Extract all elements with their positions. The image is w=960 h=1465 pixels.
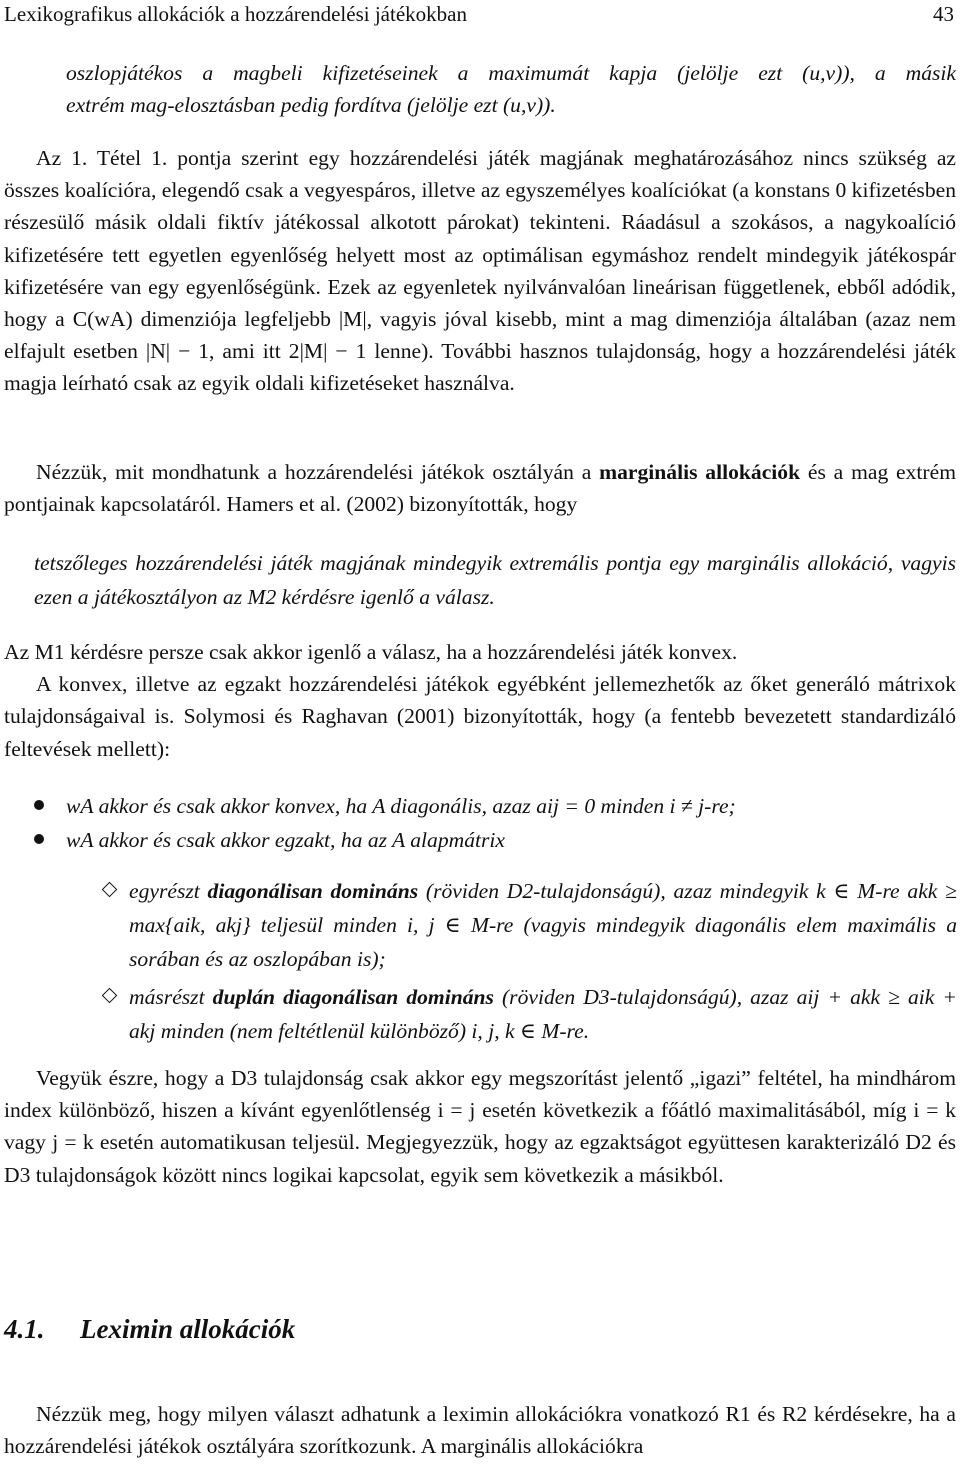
page-number: 43 [933,2,954,26]
bullet-icon [34,800,44,810]
paragraph-marginal-allocations-text-1: Nézzük, mit mondhatunk a hozzárendelési játékok osztályán a [36,460,600,484]
subitem-doubly-diagonally-dominant [129,980,957,1048]
term-doubly-diagonally-dominant: duplán diagonálisan domináns [212,985,494,1009]
theorem-continuation-line-1: oszlopjátékos a magbeli kifizetéseinek a maximumát kapja (jelölje ezt (u,v)), a másik [66,61,956,85]
paragraph-convexity [4,636,956,765]
theorem-continuation [66,57,956,121]
paragraph-core-description: Az 1. Tétel 1. pontja szerint egy hozzárendelési játék magjának meghatározásához nincs szükség az összes koalícióra, elegendő csak a vegyespáros, illetve az egyszemélyes koalíciókat (a konstans 0 kifizetésben részesülő másik oldali fiktív játékossal alkotott párokat) tekinteni. Ráadásul a szokásos, a nagykoalíció kifizetésére tett egyetlen egyenlőség helyett most az optimálisan egymáshoz rendelt mindegyik játékospár kifizetésére van egy egyenlőségünk. Ezek az egyenletek nyilvánvalóan lineárisan függetlenek, ebből adódik, hogy a C(wA) dimenziója legfeljebb |M|, vagyis jóval kisebb, mint a mag dimenziója általában (azaz nem elfajult esetben |N| − 1, ami itt 2|M| − 1 lenne). További hasznos tulajdonság, hogy a hozzárendelési játék magja leírható csak az egyik oldali kifizetéseket használva. [4,146,956,396]
section-heading [4,1314,295,1345]
subitem-doubly-diagonally-dominant-pre: másrészt [129,985,213,1009]
running-header [4,0,954,30]
subitem-diagonally-dominant-post: (röviden D2-tulajdonságú), azaz mindegyik k ∈ M-re akk ≥ max{aik, akj} teljesül minden i, j ∈ M-re (vagyis mindegyik diagonális elem maximális a sorában és az oszlopában is); [129,879,957,971]
section-number: 4.1. [4,1314,45,1344]
paragraph-d3-remark: Vegyük észre, hogy a D3 tulajdonság csak akkor egy megszorítást jelentő „igazi” feltétel, ha mindhárom index különböző, hiszen a kívánt egyenlőtlenség i = j esetén következik a főátló maximalitásából, míg i = k vagy j = k esetén automatikusan teljesül. Megjegyezzük, hogy az egzaktságot együttesen karakterizáló D2 és D3 tulajdonságok között nincs logikai kapcsolat, egyik sem következik a másikból. [4,1066,956,1187]
term-marginal-allocations: marginális allokációk [599,460,801,484]
subitem-diagonally-dominant-pre: egyrészt [129,879,208,903]
diamond-bullet-icon [102,882,118,898]
paragraph-convexity-rest: A konvex, illetve az egzakt hozzárendelési játékok egyébként jellemezhetők az őket generáló mátrixok tulajdonságaival is. Solymosi és Raghavan (2001) bizonyították, hogy (a fentebb bevezetett standardizáló feltevések mellett): [4,672,956,761]
theorem-continuation-line-2: extrém mag-elosztásban pedig fordítva (jelölje ezt (u,v)). [66,93,556,117]
subitem-diagonally-dominant [129,874,957,976]
section-title: Leximin allokációk [80,1314,296,1344]
paragraph-leximin-intro: Nézzük meg, hogy milyen választ adhatunk a leximin allokációkra vonatkozó R1 és R2 kérdésekre, ha a hozzárendelési játékok osztályára szorítkozunk. A marginális allokációkra [4,1402,956,1459]
paragraph-marginal-allocations [4,456,956,520]
bullet-icon [34,834,44,844]
bullet-item-convex: wA akkor és csak akkor konvex, ha A diagonális, azaz aij = 0 minden i ≠ j-re; [66,794,736,818]
term-diagonally-dominant: diagonálisan domináns [207,879,419,903]
diamond-bullet-icon [102,988,118,1004]
subitem-doubly-diagonally-dominant-post: (röviden D3-tulajdonságú), azaz aij + akk ≥ aik + akj minden (nem feltétlenül különböző) i, j, k ∈ M-re. [129,985,957,1043]
paragraph-marginal-allocations-text-2: és a mag extrém pontjainak kapcsolatáról. Hamers et al. (2002) bizonyították, hogy [4,460,957,517]
paragraph-convexity-line-1: Az M1 kérdésre persze csak akkor igenlő a válasz, ha a hozzárendelési játék konvex. [4,640,738,664]
theorem-statement: tetszőleges hozzárendelési játék magjának mindegyik extremális pontja egy marginális allokáció, vagyis ezen a játékosztályon az M2 kérdésre igenlő a válasz. [34,551,956,609]
bullet-item-exact: wA akkor és csak akkor egzakt, ha az A alapmátrix [66,828,506,852]
running-title: Lexikografikus allokációk a hozzárendelési játékokban [4,2,467,26]
